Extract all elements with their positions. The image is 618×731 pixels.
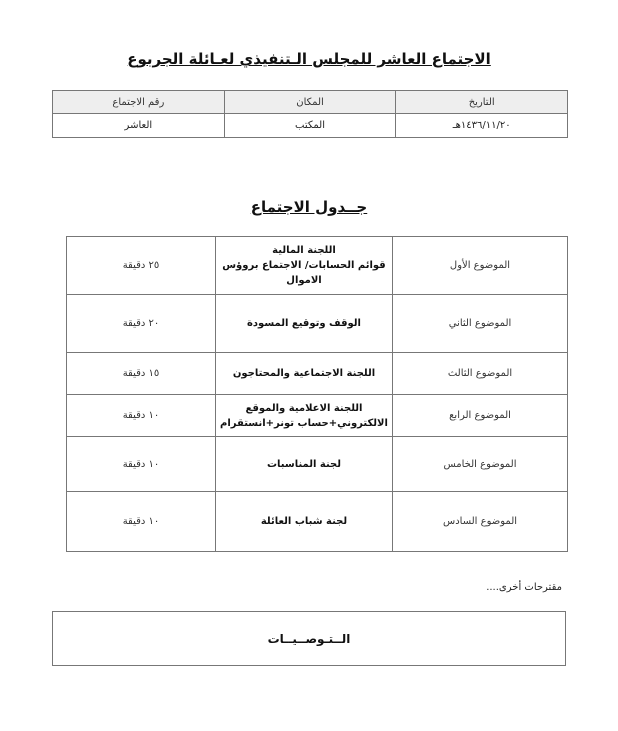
agenda-subject [216, 395, 393, 437]
date-value: ١٤٣٦/١١/٢٠هـ [396, 114, 568, 138]
agenda-subject-line: الوقف وتوقيع المسودة [247, 318, 361, 329]
agenda-title: جــدول الاجتماع [250, 198, 368, 216]
agenda-subject-line: الالكتروني+حساب تونر+انستقرام [220, 417, 388, 429]
place-value: المكتب [224, 114, 396, 138]
date-header: التاريخ [396, 91, 568, 114]
meeting-info-header-row [53, 91, 568, 114]
recommendations-box [52, 611, 566, 666]
agenda-subject-line: لجنة شباب العائلة [260, 516, 348, 527]
agenda-row [67, 295, 568, 353]
agenda-row [67, 492, 568, 552]
meeting-number-header: رقم الاجتماع [53, 91, 225, 114]
agenda-subject-line: لجنة المناسبات [266, 458, 342, 470]
recommendations-label: الــتـوصــيــات [267, 631, 351, 646]
agenda-subject [216, 237, 393, 295]
agenda-subject [216, 353, 393, 395]
agenda-topic: الموضوع الأول [393, 237, 568, 295]
meeting-title: الاجتماع العاشر للمجلس الـتنفيذي لعـائلة الجربوع [127, 50, 491, 68]
other-proposals-label: مقترحات أخرى.... [486, 582, 562, 593]
agenda-duration: ١٠ دقيقة [67, 437, 216, 492]
agenda-subject-line: اللجنة الاعلامية والموقع [245, 402, 363, 414]
agenda-topic: الموضوع الرابع [393, 395, 568, 437]
agenda-topic: الموضوع الثالث [393, 353, 568, 395]
agenda-duration: ١٥ دقيقة [67, 353, 216, 395]
agenda-topic: الموضوع الخامس [393, 437, 568, 492]
agenda-row [67, 237, 568, 295]
agenda-duration: ٢٠ دقيقة [67, 295, 216, 353]
agenda-duration: ١٠ دقيقة [67, 395, 216, 437]
agenda-row [67, 353, 568, 395]
agenda-table [66, 236, 568, 552]
agenda-row [67, 437, 568, 492]
meeting-info-value-row [53, 114, 568, 138]
agenda-duration: ٢٥ دقيقة [67, 237, 216, 295]
agenda-row [67, 395, 568, 437]
agenda-subject-line: قوائم الحسابات/ الاجتماع بروؤس [222, 260, 386, 271]
agenda-topic: الموضوع الثاني [393, 295, 568, 353]
agenda-subject-line: اللجنة المالية [272, 245, 336, 256]
agenda-subject [216, 437, 393, 492]
agenda-subject-line: اللجنة الاجتماعية والمحتاجون [232, 368, 376, 379]
meeting-number-value: العاشر [53, 114, 225, 138]
agenda-subject-line: الاموال [286, 275, 322, 286]
agenda-subject [216, 492, 393, 552]
meeting-info-table [52, 90, 568, 138]
agenda-duration: ١٠ دقيقة [67, 492, 216, 552]
agenda-topic: الموضوع السادس [393, 492, 568, 552]
place-header: المكان [224, 91, 396, 114]
agenda-subject [216, 295, 393, 353]
